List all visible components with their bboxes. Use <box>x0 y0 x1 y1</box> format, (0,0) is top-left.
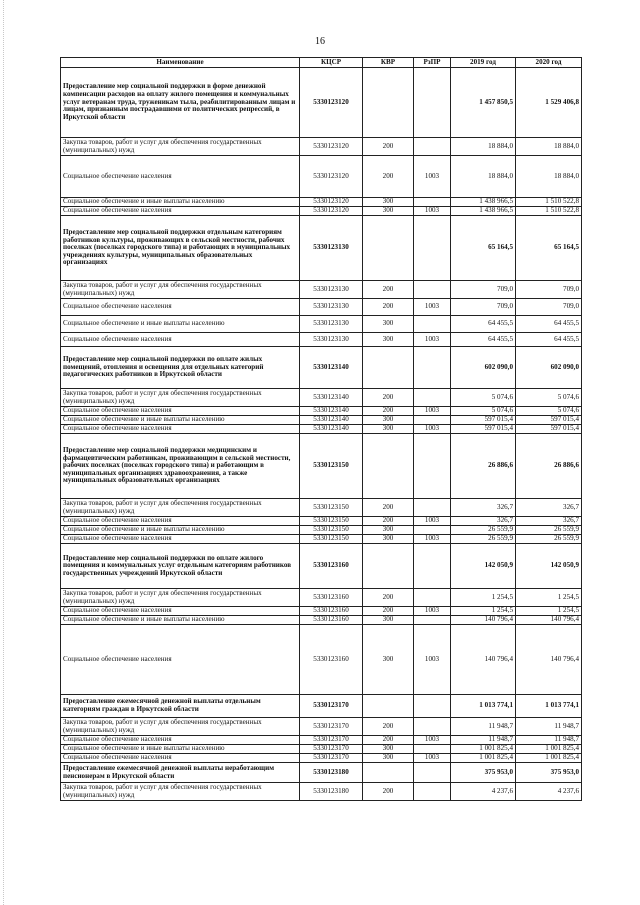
cell-name: Социальное обеспечение населения <box>61 535 300 544</box>
cell-kvr: 300 <box>363 333 414 347</box>
cell-y2020: 4 237,6 <box>516 783 582 801</box>
cell-y2019: 26 559,9 <box>451 535 516 544</box>
cell-kvr: 300 <box>363 754 414 763</box>
header-2020: 2020 год <box>516 58 582 68</box>
cell-y2019: 709,0 <box>451 281 516 299</box>
cell-name: Предоставление ежемесячной денежной выплаты отдельным категориям граждан в Иркутской области <box>61 695 300 718</box>
cell-code: 5330123150 <box>300 499 363 517</box>
cell-name: Социальное обеспечение населения <box>61 754 300 763</box>
cell-code: 5330123170 <box>300 736 363 745</box>
cell-name: Закупка товаров, работ и услуг для обеспечения государственных (муниципальных) нужд <box>61 783 300 801</box>
cell-kvr: 200 <box>363 517 414 526</box>
cell-rzpr <box>414 499 451 517</box>
cell-rzpr: 1003 <box>414 517 451 526</box>
cell-rzpr <box>414 347 451 389</box>
cell-y2019: 64 455,5 <box>451 333 516 347</box>
table-row <box>61 625 582 695</box>
cell-kvr: 300 <box>363 425 414 434</box>
cell-y2019: 26 559,9 <box>451 526 516 535</box>
cell-y2020: 326,7 <box>516 499 582 517</box>
table-row <box>61 389 582 407</box>
table-row <box>61 616 582 625</box>
page-number: 16 <box>315 36 325 47</box>
cell-y2020: 65 164,5 <box>516 216 582 281</box>
cell-rzpr <box>414 389 451 407</box>
cell-rzpr: 1003 <box>414 736 451 745</box>
cell-y2019: 1 438 966,5 <box>451 198 516 207</box>
cell-name: Предоставление мер социальной поддержки в форме денежной компенсации расходов на оплату жилого помещения и коммунальных услуг ветеранам труда, труженикам тыла, реабилитированным лицам и лицам, признанным пострадавшими от политических репрессий, в Иркутской области <box>61 68 300 138</box>
cell-y2020: 1 510 522,8 <box>516 207 582 216</box>
cell-kvr: 300 <box>363 625 414 695</box>
cell-y2020: 26 559,9 <box>516 535 582 544</box>
table-row-section <box>61 216 582 281</box>
cell-y2019: 1 254,5 <box>451 607 516 616</box>
cell-y2020: 11 948,7 <box>516 718 582 736</box>
cell-name: Социальное обеспечение и иные выплаты населению <box>61 616 300 625</box>
cell-rzpr <box>414 434 451 499</box>
cell-kvr: 200 <box>363 407 414 416</box>
table-row <box>61 416 582 425</box>
cell-code: 5330123140 <box>300 407 363 416</box>
cell-name: Социальное обеспечение населения <box>61 207 300 216</box>
cell-y2020: 709,0 <box>516 299 582 316</box>
cell-y2019: 18 884,0 <box>451 138 516 156</box>
cell-rzpr <box>414 718 451 736</box>
cell-y2020: 1 254,5 <box>516 589 582 607</box>
cell-y2019: 326,7 <box>451 517 516 526</box>
table-row <box>61 517 582 526</box>
cell-kvr <box>363 434 414 499</box>
cell-code: 5330123180 <box>300 783 363 801</box>
cell-y2020: 1 001 825,4 <box>516 745 582 754</box>
cell-y2020: 5 074,6 <box>516 389 582 407</box>
cell-rzpr <box>414 616 451 625</box>
cell-name: Закупка товаров, работ и услуг для обеспечения государственных (муниципальных) нужд <box>61 281 300 299</box>
cell-y2020: 26 559,9 <box>516 526 582 535</box>
cell-name: Предоставление мер социальной поддержки отдельным категориям работников культуры, проживающих в сельской местности, рабочих поселках (поселках городского типа) и работающих в муниципальных учреждениях культуры, муниципальных образовательных организациях <box>61 216 300 281</box>
cell-code: 5330123140 <box>300 425 363 434</box>
table-row <box>61 589 582 607</box>
cell-rzpr <box>414 589 451 607</box>
cell-code: 5330123170 <box>300 745 363 754</box>
cell-kvr: 200 <box>363 138 414 156</box>
cell-rzpr: 1003 <box>414 535 451 544</box>
cell-y2019: 597 015,4 <box>451 416 516 425</box>
table-row-section <box>61 68 582 138</box>
cell-code: 5330123120 <box>300 207 363 216</box>
cell-kvr: 300 <box>363 535 414 544</box>
cell-y2019: 4 237,6 <box>451 783 516 801</box>
cell-y2020: 1 001 825,4 <box>516 754 582 763</box>
cell-code: 5330123130 <box>300 281 363 299</box>
cell-y2019: 326,7 <box>451 499 516 517</box>
cell-rzpr: 1003 <box>414 754 451 763</box>
cell-code: 5330123130 <box>300 316 363 333</box>
table-row-section <box>61 434 582 499</box>
cell-name: Социальное обеспечение населения <box>61 425 300 434</box>
cell-name: Социальное обеспечение населения <box>61 517 300 526</box>
cell-y2019: 1 457 850,5 <box>451 68 516 138</box>
cell-name: Закупка товаров, работ и услуг для обеспечения государственных (муниципальных) нужд <box>61 718 300 736</box>
cell-kvr: 300 <box>363 526 414 535</box>
table-row <box>61 745 582 754</box>
cell-rzpr: 1003 <box>414 299 451 316</box>
cell-code: 5330123140 <box>300 347 363 389</box>
table-row <box>61 316 582 333</box>
cell-kvr: 300 <box>363 316 414 333</box>
cell-y2020: 5 074,6 <box>516 407 582 416</box>
cell-code: 5330123120 <box>300 198 363 207</box>
cell-rzpr <box>414 68 451 138</box>
cell-rzpr: 1003 <box>414 407 451 416</box>
cell-kvr <box>363 695 414 718</box>
cell-y2020: 140 796,4 <box>516 625 582 695</box>
cell-kvr: 200 <box>363 499 414 517</box>
cell-y2020: 64 455,5 <box>516 333 582 347</box>
cell-y2020: 1 013 774,1 <box>516 695 582 718</box>
cell-rzpr <box>414 416 451 425</box>
table-row <box>61 535 582 544</box>
cell-name: Закупка товаров, работ и услуг для обеспечения государственных (муниципальных) нужд <box>61 389 300 407</box>
cell-y2019: 11 948,7 <box>451 718 516 736</box>
table-row-section <box>61 347 582 389</box>
cell-y2020: 375 953,0 <box>516 763 582 783</box>
cell-code: 5330123130 <box>300 216 363 281</box>
cell-kvr: 300 <box>363 745 414 754</box>
cell-y2020: 1 529 406,8 <box>516 68 582 138</box>
cell-y2019: 597 015,4 <box>451 425 516 434</box>
cell-rzpr: 1003 <box>414 207 451 216</box>
cell-y2019: 18 884,0 <box>451 156 516 198</box>
cell-code: 5330123120 <box>300 156 363 198</box>
cell-name: Закупка товаров, работ и услуг для обеспечения государственных (муниципальных) нужд <box>61 138 300 156</box>
cell-code: 5330123130 <box>300 299 363 316</box>
cell-y2019: 140 796,4 <box>451 625 516 695</box>
cell-y2019: 602 090,0 <box>451 347 516 389</box>
cell-name: Предоставление мер социальной поддержки по оплате жилого помещения и коммунальных услуг отдельным категориям работников государственных учреждений Иркутской области <box>61 544 300 589</box>
cell-name: Социальное обеспечение населения <box>61 407 300 416</box>
cell-kvr: 300 <box>363 416 414 425</box>
cell-y2020: 11 948,7 <box>516 736 582 745</box>
cell-name: Социальное обеспечение и иные выплаты населению <box>61 745 300 754</box>
cell-kvr: 200 <box>363 783 414 801</box>
cell-kvr: 200 <box>363 607 414 616</box>
cell-kvr: 200 <box>363 736 414 745</box>
cell-kvr: 200 <box>363 299 414 316</box>
cell-rzpr <box>414 281 451 299</box>
header-2019: 2019 год <box>451 58 516 68</box>
table-row-section <box>61 763 582 783</box>
header-rzpr: РзПР <box>414 58 451 68</box>
cell-rzpr <box>414 198 451 207</box>
cell-code: 5330123150 <box>300 535 363 544</box>
cell-name: Социальное обеспечение и иные выплаты населению <box>61 198 300 207</box>
cell-rzpr: 1003 <box>414 607 451 616</box>
cell-y2019: 64 455,5 <box>451 316 516 333</box>
cell-rzpr <box>414 138 451 156</box>
table-row <box>61 736 582 745</box>
cell-kvr <box>363 347 414 389</box>
table-row <box>61 526 582 535</box>
cell-rzpr <box>414 695 451 718</box>
header-kcsr: КЦСР <box>300 58 363 68</box>
budget-table <box>60 57 582 801</box>
cell-code: 5330123140 <box>300 389 363 407</box>
cell-name: Социальное обеспечение населения <box>61 333 300 347</box>
table-row <box>61 783 582 801</box>
cell-rzpr: 1003 <box>414 425 451 434</box>
cell-code: 5330123160 <box>300 544 363 589</box>
cell-y2020: 18 884,0 <box>516 156 582 198</box>
cell-kvr <box>363 544 414 589</box>
cell-y2019: 1 001 825,4 <box>451 754 516 763</box>
cell-name: Социальное обеспечение и иные выплаты населению <box>61 526 300 535</box>
cell-code: 5330123170 <box>300 718 363 736</box>
table-row <box>61 499 582 517</box>
cell-y2020: 1 510 522,8 <box>516 198 582 207</box>
cell-y2020: 1 254,5 <box>516 607 582 616</box>
cell-kvr: 200 <box>363 589 414 607</box>
cell-code: 5330123160 <box>300 607 363 616</box>
cell-name: Предоставление мер социальной поддержки медицинским и фармацевтическим работникам, проживающим в сельской местности, рабочих поселках (поселках городского типа) и работающим в муниципальных организациях здравоохранения, а также муниципальных образовательных организациях <box>61 434 300 499</box>
cell-y2019: 1 013 774,1 <box>451 695 516 718</box>
cell-code: 5330123120 <box>300 138 363 156</box>
cell-kvr <box>363 68 414 138</box>
header-name: Наименование <box>61 58 300 68</box>
cell-kvr: 200 <box>363 718 414 736</box>
cell-y2020: 18 884,0 <box>516 138 582 156</box>
cell-code: 5330123150 <box>300 517 363 526</box>
cell-y2020: 602 090,0 <box>516 347 582 389</box>
cell-kvr: 300 <box>363 198 414 207</box>
cell-y2020: 142 050,9 <box>516 544 582 589</box>
table-row <box>61 138 582 156</box>
table-row <box>61 607 582 616</box>
cell-kvr: 200 <box>363 389 414 407</box>
table-row <box>61 281 582 299</box>
table-row <box>61 425 582 434</box>
cell-y2020: 597 015,4 <box>516 416 582 425</box>
cell-code: 5330123150 <box>300 526 363 535</box>
cell-y2019: 1 254,5 <box>451 589 516 607</box>
cell-name: Социальное обеспечение населения <box>61 299 300 316</box>
table-row <box>61 198 582 207</box>
cell-code: 5330123130 <box>300 333 363 347</box>
cell-code: 5330123140 <box>300 416 363 425</box>
cell-y2019: 142 050,9 <box>451 544 516 589</box>
cell-name: Социальное обеспечение населения <box>61 625 300 695</box>
cell-rzpr: 1003 <box>414 333 451 347</box>
table-row <box>61 207 582 216</box>
cell-kvr: 200 <box>363 281 414 299</box>
cell-code: 5330123170 <box>300 695 363 718</box>
cell-kvr: 200 <box>363 156 414 198</box>
cell-rzpr <box>414 783 451 801</box>
cell-name: Социальное обеспечение населения <box>61 607 300 616</box>
cell-y2020: 709,0 <box>516 281 582 299</box>
cell-y2019: 26 886,6 <box>451 434 516 499</box>
cell-name: Закупка товаров, работ и услуг для обеспечения государственных (муниципальных) нужд <box>61 589 300 607</box>
table-row-section <box>61 695 582 718</box>
cell-name: Социальное обеспечение населения <box>61 156 300 198</box>
header-kvr: КВР <box>363 58 414 68</box>
cell-y2019: 375 953,0 <box>451 763 516 783</box>
cell-y2019: 1 001 825,4 <box>451 745 516 754</box>
cell-rzpr <box>414 763 451 783</box>
cell-name: Предоставление ежемесячной денежной выплаты неработающим пенсионерам в Иркутской области <box>61 763 300 783</box>
table-row <box>61 754 582 763</box>
table-row <box>61 718 582 736</box>
cell-y2019: 709,0 <box>451 299 516 316</box>
cell-y2020: 140 796,4 <box>516 616 582 625</box>
cell-code: 5330123120 <box>300 68 363 138</box>
table-row <box>61 299 582 316</box>
cell-kvr <box>363 763 414 783</box>
cell-rzpr <box>414 526 451 535</box>
binding-margin-line <box>3 0 4 905</box>
cell-code: 5330123160 <box>300 616 363 625</box>
cell-code: 5330123160 <box>300 625 363 695</box>
cell-rzpr <box>414 745 451 754</box>
cell-code: 5330123180 <box>300 763 363 783</box>
cell-y2019: 1 438 966,5 <box>451 207 516 216</box>
cell-rzpr <box>414 316 451 333</box>
cell-name: Закупка товаров, работ и услуг для обеспечения государственных (муниципальных) нужд <box>61 499 300 517</box>
cell-y2020: 64 455,5 <box>516 316 582 333</box>
cell-code: 5330123150 <box>300 434 363 499</box>
table-row <box>61 333 582 347</box>
cell-y2019: 11 948,7 <box>451 736 516 745</box>
cell-rzpr: 1003 <box>414 156 451 198</box>
cell-rzpr <box>414 216 451 281</box>
cell-rzpr <box>414 544 451 589</box>
cell-kvr <box>363 216 414 281</box>
cell-y2020: 597 015,4 <box>516 425 582 434</box>
cell-name: Предоставление мер социальной поддержки по оплате жилых помещений, отопления и освещения для отдельных категорий педагогических работников в Иркутской области <box>61 347 300 389</box>
cell-kvr: 300 <box>363 616 414 625</box>
cell-y2020: 26 886,6 <box>516 434 582 499</box>
cell-y2019: 5 074,6 <box>451 389 516 407</box>
cell-y2019: 65 164,5 <box>451 216 516 281</box>
cell-code: 5330123160 <box>300 589 363 607</box>
cell-name: Социальное обеспечение и иные выплаты населению <box>61 316 300 333</box>
cell-kvr: 300 <box>363 207 414 216</box>
cell-name: Социальное обеспечение населения <box>61 736 300 745</box>
cell-rzpr: 1003 <box>414 625 451 695</box>
table-row-section <box>61 544 582 589</box>
table-row <box>61 407 582 416</box>
table-row <box>61 156 582 198</box>
cell-y2020: 326,7 <box>516 517 582 526</box>
cell-name: Социальное обеспечение и иные выплаты населению <box>61 416 300 425</box>
table-header-row <box>61 58 582 68</box>
cell-code: 5330123170 <box>300 754 363 763</box>
cell-y2019: 140 796,4 <box>451 616 516 625</box>
cell-y2019: 5 074,6 <box>451 407 516 416</box>
